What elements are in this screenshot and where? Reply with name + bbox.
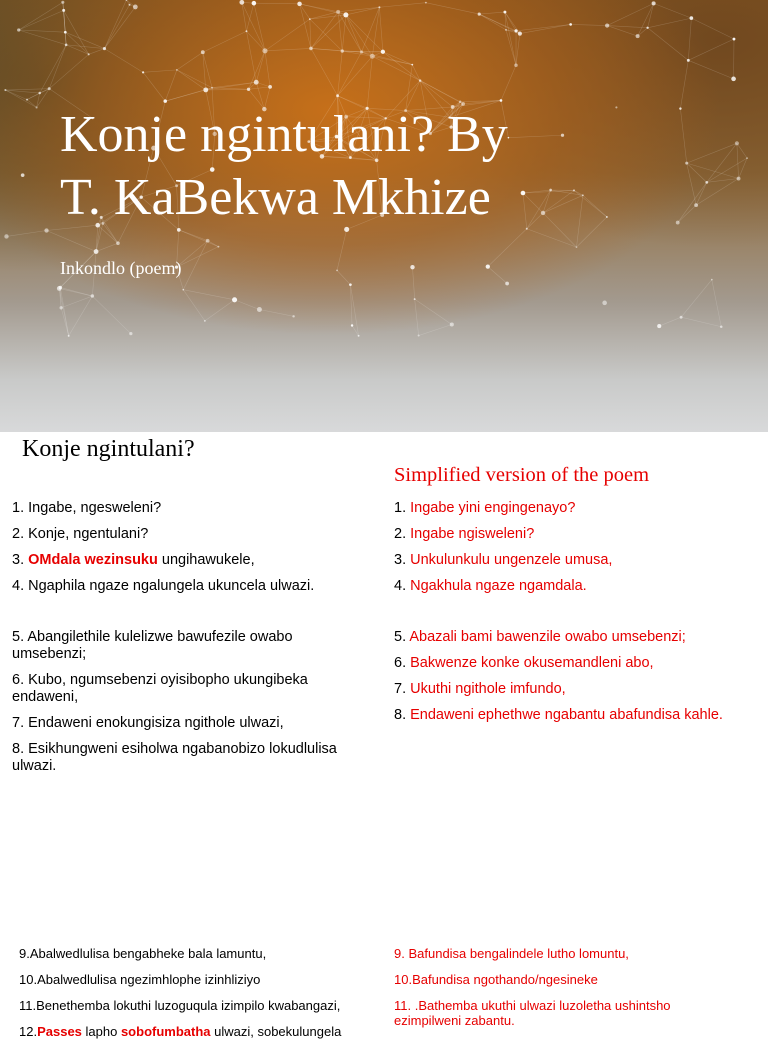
sparkle-link [19, 10, 64, 30]
line-number: 2. [12, 526, 28, 542]
line-text: Endaweni ephethwe ngabantu abafundisa kahle. [410, 707, 723, 723]
sparkle-dot [486, 265, 490, 269]
sparkle-link [49, 45, 66, 89]
sparkle-dot [746, 157, 748, 159]
sparkle-dot [370, 54, 375, 59]
sparkle-link [337, 229, 347, 270]
sparkle-dot [500, 99, 503, 102]
sparkle-dot [59, 306, 62, 309]
sparkle-dot [116, 241, 120, 245]
sparkle-dot [4, 89, 6, 91]
sparkle-link [19, 2, 63, 30]
highlight-phrase: OMdala wezinsuku [28, 552, 158, 568]
line-number: 9. [394, 946, 408, 961]
sparkle-link [104, 49, 143, 73]
sparkle-link [420, 81, 460, 102]
sparkle-dot [44, 228, 48, 232]
sparkle-dot [569, 23, 572, 26]
sparkle-dot [503, 11, 506, 14]
slide-title-line-1: Konje ngintulani? By [60, 103, 740, 166]
line-text: Bafundisa ngothando/ngesineke [412, 972, 598, 987]
sparkle-link [383, 52, 420, 81]
sparkle-link [520, 24, 571, 33]
sparkle-link [246, 3, 253, 31]
simplified-title: Simplified version of the poem [394, 464, 754, 487]
poem-line-9: 9.Abalwedlulisa bengabheke bala lamuntu, [19, 946, 266, 961]
highlight-word: sobofumbatha [121, 1024, 211, 1039]
sparkle-dot [711, 279, 713, 281]
sparkle-link [372, 7, 379, 56]
line-number: 7. [394, 681, 410, 697]
sparkle-dot [411, 64, 413, 66]
sparkle-link [659, 317, 681, 326]
sparkle-dot [351, 324, 353, 326]
sparkle-link [177, 70, 212, 88]
sparkle-link [372, 56, 420, 80]
line-number: 11. [394, 998, 415, 1013]
sparkle-dot [514, 29, 517, 32]
sparkle-dot [720, 326, 723, 329]
sparkle-link [680, 60, 688, 108]
sparkle-link [310, 15, 346, 19]
line-number: 10. [394, 972, 412, 987]
simplified-line-9 [394, 946, 629, 961]
poem-line-7 [12, 715, 362, 732]
sparkle-link [19, 30, 66, 45]
sparkle-dot [336, 94, 339, 97]
sparkle-dot [425, 2, 427, 4]
sparkle-link [338, 56, 373, 95]
sparkle-link [412, 65, 420, 81]
line-number: 4. [12, 578, 28, 594]
sparkle-dot [88, 53, 90, 55]
simplified-line-5 [394, 629, 754, 646]
line-text: Bafundisa bengalindele lutho lomuntu, [408, 946, 628, 961]
sparkle-link [177, 247, 219, 267]
sparkle-dot [232, 297, 237, 302]
sparkle-dot [414, 298, 416, 300]
sparkle-link [415, 299, 419, 335]
sparkle-link [654, 3, 692, 18]
sparkle-dot [358, 335, 360, 337]
sparkle-dot [252, 1, 257, 6]
sparkle-dot [103, 47, 106, 50]
sparkle-dot [4, 234, 8, 238]
sparkle-link [6, 230, 46, 236]
simplified-line-8 [394, 707, 724, 724]
slide-subtitle: Inkondlo (poem) [60, 258, 181, 279]
sparkle-link [310, 19, 342, 51]
line-text: Ingabe yini engingenayo? [410, 500, 575, 516]
sparkle-link [27, 93, 40, 100]
sparkle-dot [133, 5, 138, 10]
sparkle-link [165, 70, 177, 101]
sparkle-dot [182, 289, 184, 291]
sparkle-link [712, 280, 721, 327]
sparkle-link [61, 296, 92, 308]
sparkle-dot [94, 249, 99, 254]
sparkle-link [688, 60, 733, 79]
line-text: Ingabe ngisweleni? [410, 526, 534, 542]
sparkle-dot [309, 47, 313, 51]
sparkle-dot [129, 4, 131, 6]
sparkle-link [346, 15, 362, 52]
sparkle-link [65, 32, 88, 54]
line-text: Kubo, ngumsebenzi oyisibopho ukungibeka endaweni, [12, 672, 308, 705]
line-text: .Bathemba ukuthi ulwazi luzoletha ushintsho ezimpilweni zabantu. [394, 998, 671, 1028]
sparkle-link [256, 51, 265, 82]
sparkle-link [479, 14, 520, 34]
sparkle-link [688, 39, 734, 60]
line-number: 1. [394, 500, 410, 516]
line-text: Esikhungweni esiholwa ngabanobizo lokudlulisa ulwazi. [12, 741, 337, 774]
simplified-line-3 [394, 552, 612, 569]
simplified-poem-column [394, 464, 754, 493]
sparkle-dot [211, 87, 213, 89]
sparkle-link [59, 288, 68, 335]
sparkle-dot [652, 1, 656, 5]
sparkle-dot [360, 50, 363, 53]
poem-line-3 [12, 552, 255, 569]
sparkle-link [177, 70, 206, 90]
sparkle-dot [576, 246, 578, 248]
sparkle-link [64, 10, 89, 54]
sparkle-link [254, 3, 265, 51]
sparkle-link [96, 243, 118, 251]
line-number: 3. [394, 552, 410, 568]
sparkle-dot [349, 283, 352, 286]
sparkle-dot [636, 34, 640, 38]
sparkle-dot [687, 59, 690, 62]
sparkle-dot [378, 6, 380, 8]
sparkle-link [488, 229, 527, 267]
sparkle-link [259, 310, 293, 317]
poem-line-6 [12, 672, 342, 706]
sparkle-link [681, 280, 712, 318]
sparkle-link [66, 45, 89, 54]
sparkle-link [265, 19, 310, 51]
line-text: Endaweni enokungisiza ngithole ulwazi, [28, 715, 284, 731]
sparkle-link [65, 32, 66, 45]
sparkle-dot [206, 239, 210, 243]
sparkle-dot [38, 92, 41, 95]
sparkle-dot [419, 79, 421, 81]
sparkle-dot [450, 322, 454, 326]
line-text: ulwazi, sobekulungela [211, 1024, 342, 1039]
sparkle-link [527, 229, 577, 247]
sparkle-dot [68, 335, 70, 337]
sparkle-dot [343, 12, 348, 17]
sparkle-link [92, 296, 130, 334]
sparkle-dot [292, 315, 294, 317]
sparkle-link [254, 3, 300, 4]
sparkle-link [249, 87, 271, 89]
title-slide [0, 0, 768, 432]
sparkle-link [143, 72, 165, 101]
line-number: 8. [394, 707, 410, 723]
poem-line-5 [12, 629, 342, 663]
sparkle-dot [17, 28, 20, 31]
slide-title-line-2: T. KaBekwa Mkhize [60, 166, 740, 229]
sparkle-link [506, 30, 516, 65]
sparkle-dot [381, 50, 385, 54]
sparkle-dot [65, 44, 68, 47]
sparkle-dot [514, 63, 518, 67]
sparkle-link [5, 89, 49, 90]
poem-line-4 [12, 578, 372, 595]
line-number: 8. [12, 741, 28, 757]
sparkle-dot [341, 49, 344, 52]
sparkle-link [648, 28, 689, 61]
sparkle-link [177, 52, 203, 70]
line-text: Bakwenze konke okusemandleni abo, [410, 655, 653, 671]
sparkle-link [235, 300, 260, 310]
simplified-line-7 [394, 681, 566, 698]
simplified-line-4 [394, 578, 587, 595]
sparkle-dot [129, 332, 132, 335]
sparkle-link [300, 4, 311, 49]
sparkle-dot [478, 12, 481, 15]
sparkle-link [681, 317, 721, 327]
poem-slide [0, 432, 768, 1024]
sparkle-link [183, 290, 205, 321]
sparkle-dot [418, 335, 420, 337]
sparkle-dot [336, 270, 338, 272]
sparkle-dot [21, 173, 25, 177]
sparkle-link [415, 299, 452, 324]
line-text: Ngaphila ngaze ngalungela ukuncela ulwazi. [28, 578, 314, 594]
sparkle-link [412, 267, 414, 299]
sparkle-link [691, 18, 734, 39]
sparkle-link [205, 300, 235, 321]
sparkle-link [379, 3, 425, 8]
line-text: Abazali bami bawenzile owabo umsebenzi; [409, 629, 685, 645]
sparkle-link [311, 15, 346, 48]
sparkle-dot [57, 286, 62, 291]
sparkle-link [104, 5, 129, 49]
line-text: ungihawukele, [158, 552, 255, 568]
line-text: Ngakhula ngaze ngamdala. [410, 578, 587, 594]
sparkle-dot [246, 30, 248, 32]
sparkle-link [183, 241, 207, 290]
line-number: 5. [394, 629, 409, 645]
sparkle-link [104, 7, 135, 49]
sparkle-link [426, 3, 479, 14]
sparkle-dot [64, 31, 67, 34]
sparkle-dot [61, 1, 64, 4]
sparkle-link [179, 230, 208, 241]
sparkle-dot [48, 87, 51, 90]
sparkle-link [89, 49, 105, 55]
sparkle-link [516, 34, 520, 66]
poem-line-10: 10.Abalwedlulisa ngezimhlophe izinhliziyo [19, 972, 260, 987]
sparkle-link [419, 324, 452, 335]
sparkle-dot [605, 23, 609, 27]
sparkle-link [638, 3, 654, 36]
poem-line-12 [19, 1024, 341, 1039]
sparkle-dot [733, 38, 736, 41]
simplified-line-1 [394, 500, 575, 517]
sparkle-link [183, 290, 234, 300]
sparkle-link [27, 100, 37, 108]
line-number: 6. [394, 655, 410, 671]
poem-heading: Konje ngintulani? [22, 436, 195, 463]
sparkle-dot [254, 80, 259, 85]
sparkle-dot [268, 85, 272, 89]
line-number: 5. [12, 629, 27, 645]
sparkle-dot [142, 71, 144, 73]
sparkle-link [607, 3, 653, 25]
sparkle-dot [176, 69, 178, 71]
sparkle-link [242, 2, 265, 50]
sparkle-dot [309, 18, 311, 20]
line-prefix: 12. [19, 1024, 37, 1039]
sparkle-link [571, 24, 607, 25]
sparkle-link [337, 270, 350, 284]
sparkle-link [203, 31, 247, 52]
sparkle-dot [26, 99, 28, 101]
sparkle-link [479, 14, 506, 30]
sparkle-link [688, 18, 691, 60]
sparkle-link [372, 56, 412, 64]
sparkle-dot [505, 282, 509, 286]
sparkle-link [246, 31, 256, 82]
sparkle-dot [680, 316, 683, 319]
poem-line-8 [12, 741, 374, 775]
sparkle-dot [204, 320, 206, 322]
sparkle-link [69, 296, 93, 336]
line-text: Ukuthi ngithole imfundo, [410, 681, 566, 697]
highlight-word: Passes [37, 1024, 82, 1039]
sparkle-link [300, 4, 339, 12]
sparkle-dot [646, 27, 648, 29]
line-number: 4. [394, 578, 410, 594]
line-number: 6. [12, 672, 28, 688]
sparkle-link [338, 52, 362, 96]
sparkle-dot [203, 87, 208, 92]
line-number: 1. [12, 500, 28, 516]
sparkle-dot [410, 265, 414, 269]
sparkle-dot [505, 29, 507, 31]
line-number: 7. [12, 715, 28, 731]
sparkle-dot [201, 50, 205, 54]
sparkle-link [311, 48, 338, 95]
sparkle-link [49, 54, 88, 88]
sparkle-link [648, 3, 654, 27]
sparkle-link [516, 24, 571, 30]
line-text: Abangilethile kulelizwe bawufezile owabo umsebenzi; [12, 629, 293, 662]
sparkle-link [311, 48, 362, 52]
sparkle-link [367, 56, 372, 108]
sparkle-dot [62, 9, 65, 12]
simplified-line-6 [394, 655, 654, 672]
sparkle-dot [239, 0, 244, 5]
sparkle-link [346, 7, 380, 15]
sparkle-link [379, 7, 382, 51]
sparkle-link [488, 267, 507, 284]
sparkle-link [59, 288, 92, 296]
sparkle-link [338, 7, 379, 12]
line-text: Konje, ngentulani? [28, 526, 148, 542]
poem-line-11: 11.Benethemba lokuthi luzoguqula izimpilo kwabangazi, [19, 998, 340, 1013]
slide-title [60, 103, 740, 229]
sparkle-dot [731, 77, 736, 82]
sparkle-dot [217, 246, 219, 248]
sparkle-link [265, 48, 311, 50]
sparkle-link [143, 70, 177, 72]
sparkle-dot [336, 10, 340, 14]
sparkle-dot [91, 294, 94, 297]
sparkle-link [246, 31, 265, 51]
sparkle-dot [247, 88, 250, 91]
simplified-line-2 [394, 526, 534, 543]
sparkle-link [501, 65, 516, 100]
sparkle-dot [35, 106, 37, 108]
simplified-line-10 [394, 972, 598, 987]
sparkle-link [479, 12, 505, 14]
sparkle-dot [262, 48, 267, 53]
sparkle-link [265, 51, 270, 87]
sparkle-dot [602, 301, 607, 306]
sparkle-link [65, 32, 104, 48]
line-number: 2. [394, 526, 410, 542]
sparkle-link [104, 0, 126, 49]
sparkle-dot [657, 324, 661, 328]
poem-line-1 [12, 500, 161, 517]
sparkle-dot [690, 16, 694, 20]
line-number: 3. [12, 552, 28, 568]
sparkle-link [47, 230, 97, 251]
line-text: lapho [82, 1024, 121, 1039]
line-text: Ingabe, ngesweleni? [28, 500, 161, 516]
poem-line-2 [12, 526, 148, 543]
sparkle-dot [518, 32, 522, 36]
line-text: Unkulunkulu ungenzele umusa, [410, 552, 612, 568]
sparkle-dot [297, 2, 302, 7]
sparkle-dot [257, 307, 262, 312]
sparkle-link [648, 18, 692, 28]
